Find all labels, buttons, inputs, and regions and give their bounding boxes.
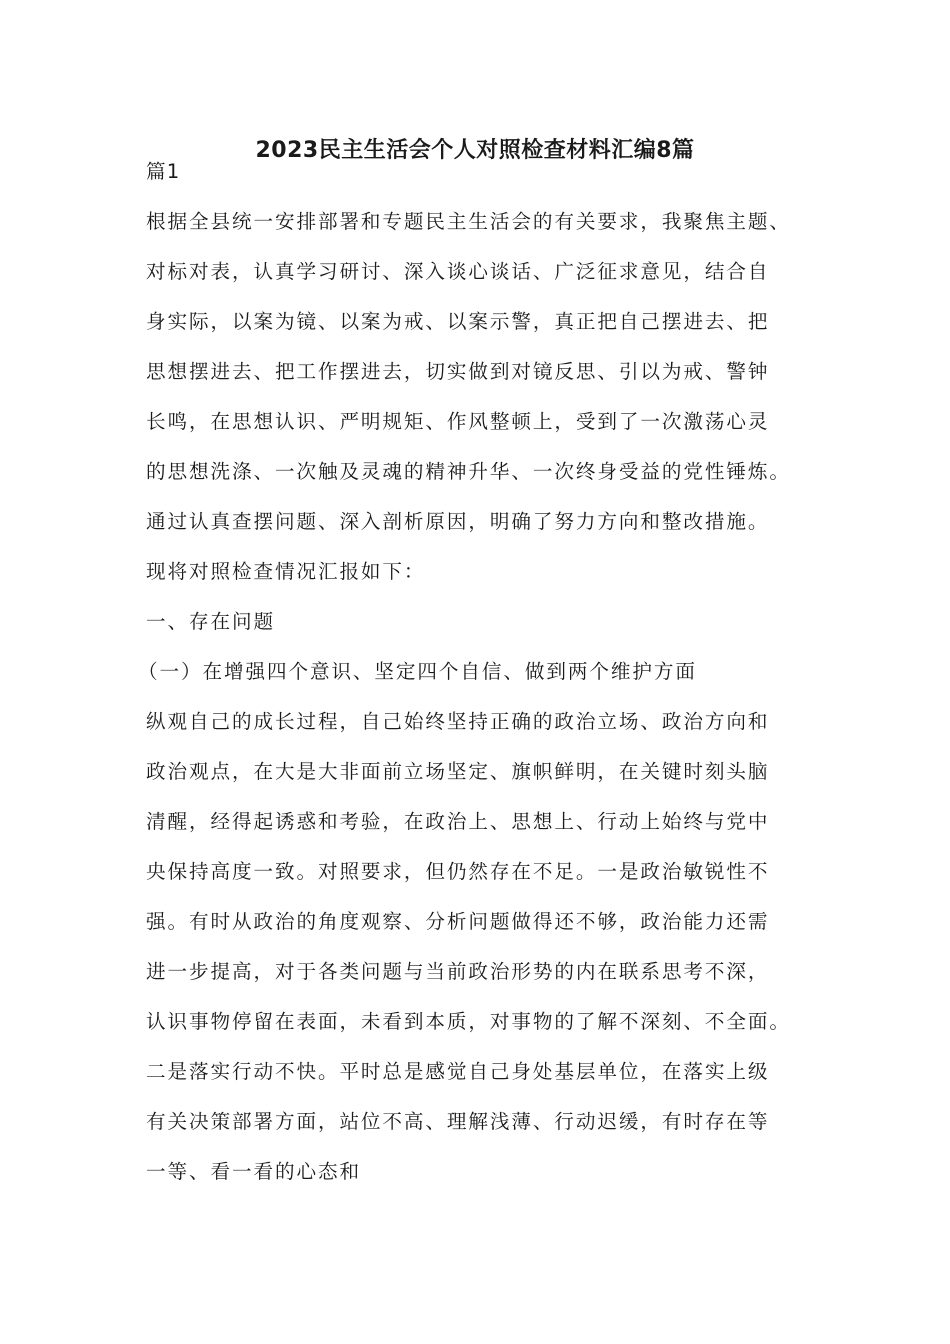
document-title: 2023民主生活会个人对照检查材料汇编8篇 — [255, 138, 695, 163]
body-line: 现将对照检查情况汇报如下： — [146, 560, 426, 583]
body-line: 有关决策部署方面，站位不高、理解浅薄、行动迟缓，有时存在等 — [146, 1110, 770, 1133]
body-line: 强。有时从政治的角度观察、分析问题做得还不够，政治能力还需 — [146, 910, 770, 933]
body-line: 央保持高度一致。对照要求，但仍然存在不足。一是政治敏锐性不 — [146, 860, 770, 883]
body-line: 二是落实行动不快。平时总是感觉自己身处基层单位，在落实上级 — [146, 1060, 770, 1083]
body-line: 纵观自己的成长过程，自己始终坚持正确的政治立场、政治方向和 — [146, 710, 770, 733]
body-line: 政治观点，在大是大非面前立场坚定、旗帜鲜明，在关键时刻头脑 — [146, 760, 770, 783]
section-label: 篇1 — [146, 160, 181, 183]
body-line: 通过认真查摆问题、深入剖析原因，明确了努力方向和整改措施。 — [146, 510, 770, 533]
body-line: 认识事物停留在表面，未看到本质，对事物的了解不深刻、不全面。 — [146, 1010, 791, 1033]
body-line: 一等、看一看的心态和 — [146, 1160, 361, 1183]
section-heading: 一、存在问题 — [146, 610, 275, 633]
body-line: 根据全县统一安排部署和专题民主生活会的有关要求，我聚焦主题、 — [146, 210, 791, 233]
subsection-heading: （一）在增强四个意识、坚定四个自信、做到两个维护方面 — [138, 660, 697, 683]
body-line: 思想摆进去、把工作摆进去，切实做到对镜反思、引以为戒、警钟 — [146, 360, 770, 383]
body-line: 清醒，经得起诱惑和考验，在政治上、思想上、行动上始终与党中 — [146, 810, 770, 833]
body-line: 进一步提高，对于各类问题与当前政治形势的内在联系思考不深， — [146, 960, 770, 983]
body-line: 身实际，以案为镜、以案为戒、以案示警，真正把自己摆进去、把 — [146, 310, 770, 333]
body-line: 对标对表，认真学习研讨、深入谈心谈话、广泛征求意见，结合自 — [146, 260, 770, 283]
body-line: 长鸣，在思想认识、严明规矩、作风整顿上，受到了一次激荡心灵 — [146, 410, 770, 433]
body-line: 的思想洗涤、一次触及灵魂的精神升华、一次终身受益的党性锤炼。 — [146, 460, 791, 483]
